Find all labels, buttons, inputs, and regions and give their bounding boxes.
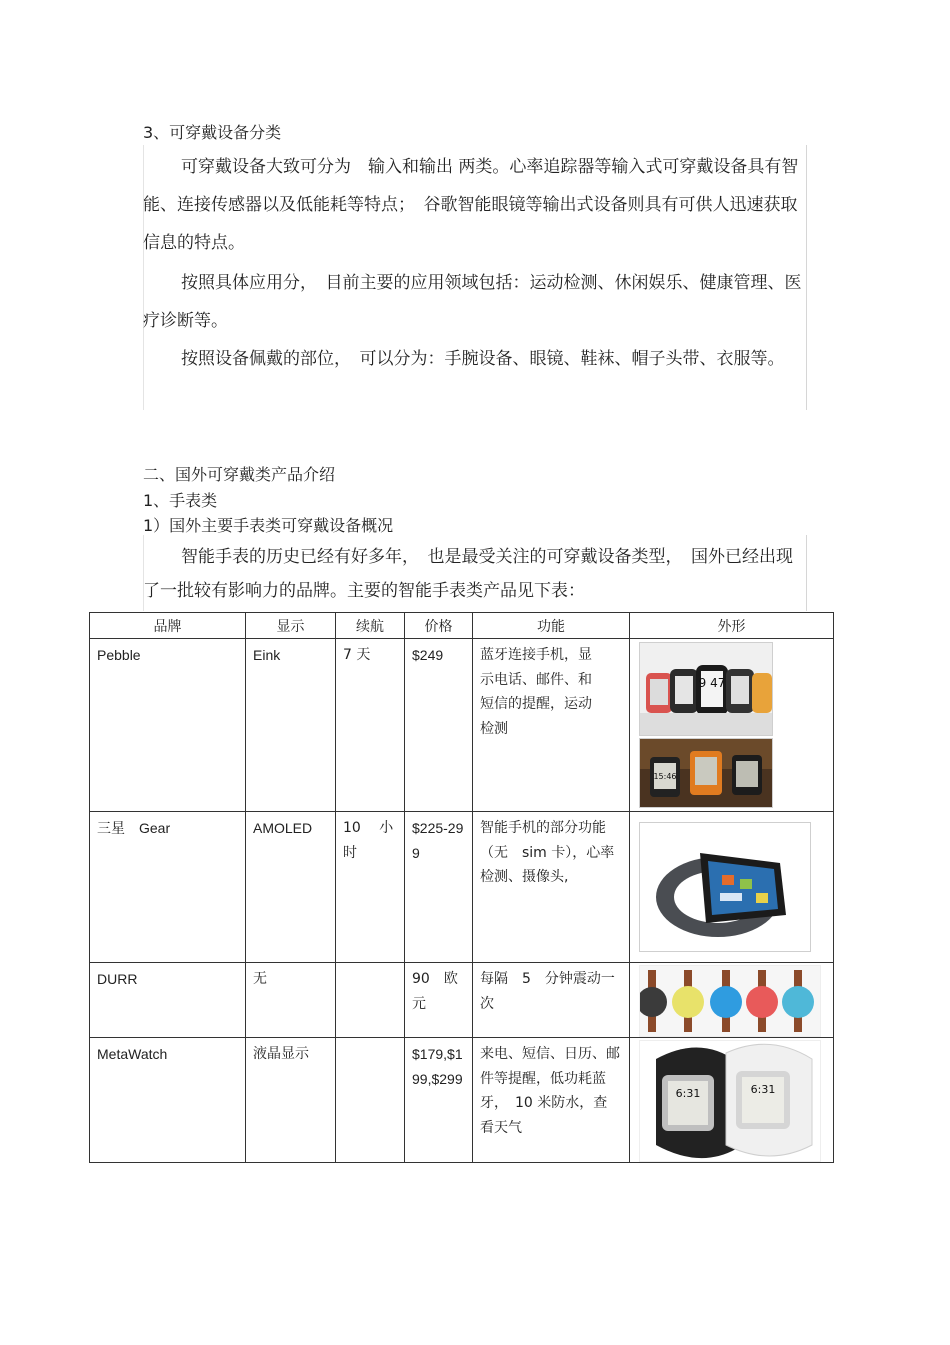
cell-price: $249	[412, 647, 444, 663]
cell-brand: 三星 Gear	[97, 820, 171, 836]
smartwatch-table	[89, 612, 834, 1163]
section-3-paragraph-2: 按照具体应用分， 目前主要的应用领域包括：运动检测、休闲娱乐、健康管理、医疗诊断等。	[143, 273, 802, 331]
cell-brand: MetaWatch	[97, 1046, 168, 1062]
header-appearance: 外形	[630, 613, 834, 639]
table-row	[90, 639, 834, 812]
header-features: 功能	[473, 613, 630, 639]
cell-features: 智能手机的部分功能（无 sim 卡），心率检测、摄像头,	[480, 820, 615, 885]
intro-paragraph: 智能手表的历史已经有好多年， 也是最受关注的可穿戴设备类型， 国外已经出现了一批较有影响力的品牌。主要的智能手表类产品见下表：	[143, 547, 793, 601]
cell-features: 每隔 5 分钟震动一次	[480, 971, 615, 1012]
meta-time-right: 6:31	[750, 1083, 776, 1096]
cell-battery	[336, 1038, 404, 1042]
meta-time-left: 6:31	[675, 1087, 701, 1100]
durr-photo	[639, 965, 821, 1037]
cell-features: 蓝牙连接手机，显示电话、邮件、和短信的提醒，运动检测	[480, 647, 592, 737]
header-battery: 续航	[336, 613, 405, 639]
cell-battery	[336, 963, 404, 967]
cell-display: 液晶显示	[253, 1046, 309, 1062]
cell-price: 90 欧元	[412, 971, 458, 1012]
cell-brand: Pebble	[97, 647, 141, 663]
table-header-row	[90, 613, 834, 639]
cell-display: Eink	[253, 647, 281, 663]
header-price: 价格	[405, 613, 473, 639]
pebble-photos	[630, 639, 833, 811]
cell-battery: 10 小时	[343, 820, 394, 861]
pebble-time-bottom: 15:46	[653, 772, 677, 781]
table-row	[90, 812, 834, 963]
gear-photo	[639, 822, 811, 952]
section-3-title: 3、可穿戴设备分类	[143, 123, 282, 142]
cell-display: 无	[253, 971, 267, 987]
table-row	[90, 1038, 834, 1163]
pebble-photo-bottom	[639, 738, 773, 808]
metawatch-photo-wrap	[630, 1038, 833, 1162]
table-row	[90, 963, 834, 1038]
subsection-overview-title: 1）国外主要手表类可穿戴设备概况	[143, 516, 394, 535]
cell-brand: DURR	[97, 971, 138, 987]
header-display: 显示	[246, 613, 336, 639]
section-2-title: 二、国外可穿戴类产品介绍	[143, 465, 336, 484]
cell-price: $179,$199,$299	[412, 1046, 463, 1087]
subsection-watch-title: 1、手表类	[143, 491, 218, 510]
header-brand: 品牌	[90, 613, 246, 639]
metawatch-photo	[639, 1040, 821, 1162]
section-3-paragraph-1: 可穿戴设备大致可分为 输入和输出 两类。心率追踪器等输入式可穿戴设备具有智能、连接传感器以及低能耗等特点； 谷歌智能眼镜等输出式设备则具有可供人迅速获取信息的特点。	[143, 157, 799, 253]
cell-price: $225-299	[412, 820, 464, 861]
pebble-digits-top: 9 47	[698, 676, 726, 690]
cell-battery: 7 天	[343, 647, 371, 663]
pebble-photo-top	[639, 642, 773, 736]
gear-photo-wrap	[630, 812, 833, 962]
cell-features: 来电、短信、日历、邮件等提醒，低功耗蓝牙， 10 米防水，查看天气	[480, 1046, 620, 1136]
durr-photo-wrap	[630, 963, 833, 1037]
section-3-paragraph-3: 按照设备佩戴的部位， 可以分为：手腕设备、眼镜、鞋袜、帽子头带、衣服等。	[181, 349, 785, 369]
cell-display: AMOLED	[253, 820, 313, 836]
